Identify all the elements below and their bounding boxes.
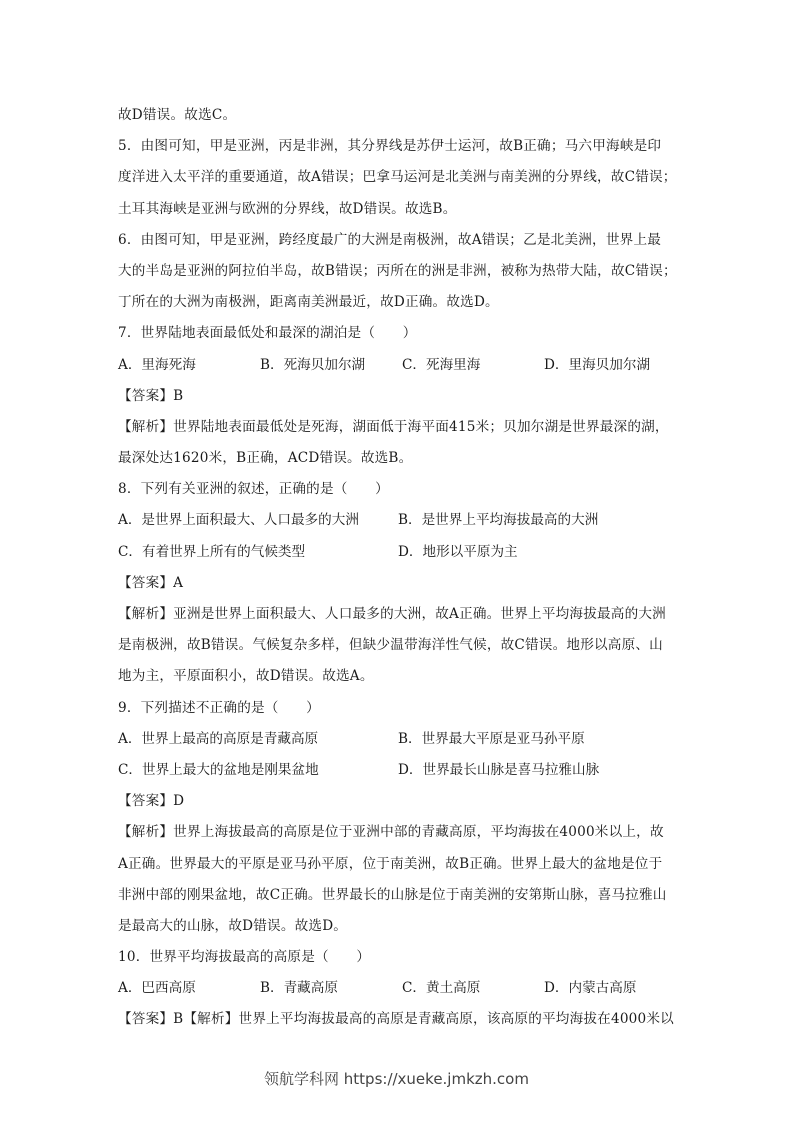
option-a: A．里海死海 [118,356,196,373]
analysis-line: 地为主，平原面积小，故D错误。故选A。 [118,668,374,685]
option-a: A．巴西高原 [118,980,196,997]
option-c: C．死海里海 [402,356,481,373]
question-10 [118,942,688,1036]
analysis-line: A正确。世界最大的平原是亚马孙平原，位于南美洲，故B正确。世界上最大的盆地是位于 [118,855,663,872]
text-line: 丁所在的大洲为南极洲，距离南美洲最近，故D正确。故选D。 [118,294,499,311]
text-line: 故D错误。故选C。 [118,107,237,123]
question-stem: 7．世界陆地表面最低处和最深的湖泊是（ ） [118,325,417,342]
options-row [118,973,688,1004]
question-9 [118,693,688,943]
option-c: C．黄土高原 [402,980,481,997]
option-d: D．里海贝加尔湖 [544,356,651,373]
answer-line: 【答案】D [118,793,185,810]
option-a: A．世界上最高的高原是青藏高原 [118,730,319,747]
option-a: A．是世界上面积最大、人口最多的大洲 [118,512,359,529]
option-b: B．死海贝加尔湖 [260,356,366,373]
options-row [118,505,688,536]
option-b: B．世界最大平原是亚马孙平原 [398,730,585,747]
question-stem: 8．下列有关亚洲的叙述，正确的是（ ） [118,481,389,498]
option-d: D．地形以平原为主 [398,543,518,560]
question-7 [118,318,688,474]
analysis-line: 是南极洲，故B错误。气候复杂多样，但缺少温带海洋性气候，故C错误。地形以高原、山 [118,637,663,654]
answer-line: 【答案】A [118,574,184,591]
question-stem: 10．世界平均海拔最高的高原是（ ） [118,949,371,966]
option-b: B．青藏高原 [260,980,338,997]
answer-analysis-line: 【答案】B【解析】世界上平均海拔最高的高原是青藏高原，该高原的平均海拔在4000米以 [118,1011,674,1028]
question-8 [118,474,688,692]
options-row [118,350,688,381]
analysis-line: 【解析】世界陆地表面最低处是死海，湖面低于海平面415米；贝加尔湖是世界最深的湖， [118,418,669,435]
analysis-line: 非洲中部的刚果盆地，故C正确。世界最长的山脉是位于南美洲的安第斯山脉，喜马拉雅山 [118,886,667,903]
analysis-line: 【解析】亚洲是世界上面积最大、人口最多的大洲，故A正确。世界上平均海拔最高的大洲 [118,606,666,622]
text-line: 大的半岛是亚洲的阿拉伯半岛，故B错误；丙所在的洲是非洲，被称为热带大陆，故C错误； [118,262,677,279]
options-row [118,755,688,786]
text-line: 度洋进入太平洋的重要通道，故A错误；巴拿马运河是北美洲与南美洲的分界线，故C错误； [118,169,677,186]
option-b: B．是世界上平均海拔最高的大洲 [398,512,599,529]
text-line: 土耳其海峡是亚洲与欧洲的分界线，故D错误。故选B。 [118,200,457,217]
option-c: C．世界上最大的盆地是刚果盆地 [118,761,319,778]
text-line: 5．由图可知，甲是亚洲，丙是非洲，其分界线是苏伊士运河，故B正确；马六甲海峡是印 [118,138,662,155]
text-line: 6．由图可知，甲是亚洲，跨经度最广的大洲是南极洲，故A错误；乙是北美洲，世界上最 [118,231,662,248]
question-stem: 9．下列描述不正确的是（ ） [118,699,320,716]
analysis-line: 最深处达1620米，B正确，ACD错误。故选B。 [118,450,413,467]
footer-watermark: 领航学科网 https://xueke.jmkzh.com [264,1070,529,1088]
document-page [118,100,688,1036]
option-d: D．内蒙古高原 [544,980,637,997]
option-d: D．世界最长山脉是喜马拉雅山脉 [398,761,600,778]
analysis-line: 【解析】世界上海拔最高的高原是位于亚洲中部的青藏高原，平均海拔在4000米以上，故 [118,824,664,841]
options-row [118,724,688,755]
option-c: C．有着世界上所有的气候类型 [118,543,306,560]
analysis-line: 是最高大的山脉，故D错误。故选D。 [118,917,348,934]
answer-line: 【答案】B [118,387,184,404]
options-row [118,537,688,568]
